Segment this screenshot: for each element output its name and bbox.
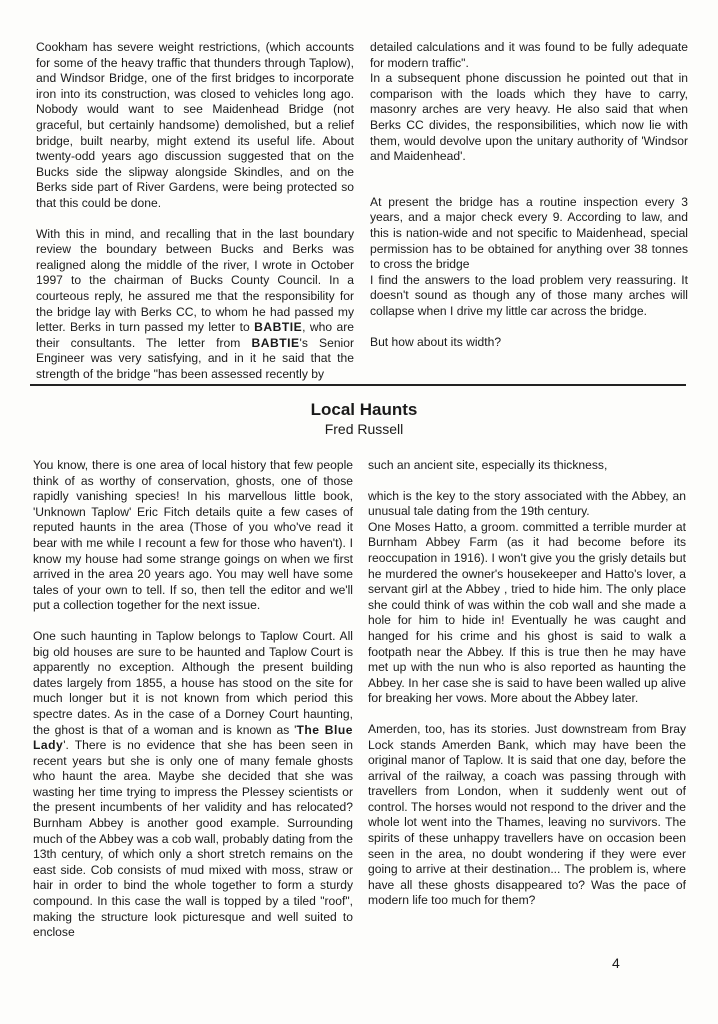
article-title: Local Haunts — [310, 400, 418, 419]
bridge-article-column-left — [36, 40, 354, 382]
text-run: 's Senior Engineer was very satisfying, and in it he said that the strength of the bridge "has been assessed recently by — [36, 335, 354, 381]
paragraph: Cookham has severe weight restrictions, (which accounts for some of the heavy traffic that thunders through Taplow), and Windsor Bridge, one of the first bridges to incorporate iron into its construction, was closed to vehicles long ago. Nobody would want to see Maidenhead Bridge (not graceful, but certainly handsome) demolished, but a relief bridge, built nearby, might extend its useful life. About twenty-odd years ago discussion suggested that on the Bucks side the slipway alongside Skindles, and on the Berks side part of River Gardens, were being protected so that this could be done. — [36, 40, 354, 210]
paragraph — [36, 227, 354, 383]
paragraph: You know, there is one area of local history that few people think of as worthy of conservation, ghosts, one of those rapidly vanishing species! In his marvellous little book, 'Unknown Taplow' Eric Fitch details quite a few cases of reputed haunts in the area (Those of you who've read it bear with me while I recount a few for those who haven't). I know my house had some strange goings on when we first arrived in the area 20 years ago. You may well have some tales of your own to tell. If so, then tell the editor and we'll put a collection together for the next issue. — [33, 458, 353, 613]
section-divider — [30, 384, 686, 386]
bridge-article-column-right — [370, 40, 688, 350]
paragraph: One Moses Hatto, a groom. committed a terrible murder at Burnham Abbey Farm (as it had become before its reoccupation in 1916). I won't give you the grisly details but he murdered the owner's housekeeper and Hatto's lover, a servant girl at the Abbey , tried to hide him. The only place she could think of was within the cob wall and she made a hole for him to hide in! Eventually he was caught and hanged for his crime and his ghost is said to walk a footpath near the Abbey. If this is true then he may have met up with the nun who is also reported as haunting the Abbey. In her case she is said to have been walled up alive for breaking her vows. More about the Abbey later. — [368, 519, 686, 706]
emphasis: BABTIE — [254, 320, 303, 335]
emphasis: BABTIE — [251, 335, 300, 350]
paragraph: I find the answers to the load problem very reassuring. It doesn't sound as though any of those many arches will collapse when I drive my little car across the bridge. — [370, 272, 688, 318]
paragraph: In a subsequent phone discussion he pointed out that in comparison with the loads which they have to carry, masonry arches are very heavy. He also said that when Berks CC divides, the responsibilities, which now lie with them, would devolve upon the unitary authority of 'Windsor and Maidenhead'. — [370, 71, 688, 164]
text-run: With this in mind, and recalling that in the last boundary review the boundary between Bucks and Berks was realigned along the middle of the river, I wrote in October 1997 to the chairman of Bucks County Council. In a courteous reply, he assured me that the responsibility for the bridge lay with Berks CC, to whom he had passed my letter. Berks in turn passed my letter to — [36, 226, 354, 335]
paragraph: Amerden, too, has its stories. Just downstream from Bray Lock stands Amerden Bank, which may have been the original manor of Taplow. It is said that one day, before the arrival of the railway, a coach was passing through with travellers from London, when it suddenly went out of control. The horses would not respond to the driver and the whole lot went into the Thames, leaving no survivors. The spirits of these unhappy travellers have on occasion been seen in the area, no doubt wondering if they were ever going to arrive at their destination... The problem is, where have all these ghosts disappeared to? Was the pace of modern life too much for them? — [368, 721, 686, 908]
paragraph: such an ancient site, especially its thickness, — [368, 458, 608, 472]
page-number: 4 — [612, 955, 620, 971]
paragraph: which is the key to the story associated with the Abbey, an unusual tale dating from the 19th century. — [368, 488, 686, 519]
text-run: One such haunting in Taplow belongs to Taplow Court. All big old houses are sure to be haunted and Taplow Court is apparently no exception. Although the present building dates largely from 1855, a house has stood on the site for much longer but it is not known from which period this spectre dates. As in the case of a Dorney Court haunting, the ghost is that of a woman and is known as ' — [33, 628, 353, 737]
text-run: , who are their consultants. The letter from — [36, 320, 355, 350]
paragraph — [33, 629, 353, 941]
paragraph: detailed calculations and it was found to be fully adequate for modern traffic". — [370, 40, 688, 70]
paragraph: At present the bridge has a routine inspection every 3 years, and a major check every 9. According to law, and this is nation-wide and not specific to Maidenhead, special permission has to be obtained for anything over 38 tonnes to cross the bridge — [370, 194, 688, 272]
text-run: '. There is no evidence that she has been seen in recent years but she is only one of many female ghosts who haunt the area. Maybe she decided that she was wasting her time trying to impress the Plessey scientists or the present incumbents of her validity and has relocated? Burnham Abbey is another good example. Surrounding much of the Abbey was a cob wall, probably dating from the 13th century, of which only a short stretch remains on the east side. Cob consists of mud mixed with moss, straw or hair in order to bind the whole together to form a sturdy compound. In this case the wall is topped by a tiled "roof", making the structure look picturesque and well suited to enclose — [33, 738, 353, 940]
article-author: Fred Russell — [324, 421, 404, 437]
article-header — [0, 400, 718, 438]
haunts-article-column-right — [368, 458, 686, 909]
paragraph: But how about its width? — [370, 334, 502, 349]
emphasis: The Blue Lady — [33, 722, 353, 753]
haunts-article-column-left — [33, 458, 353, 941]
